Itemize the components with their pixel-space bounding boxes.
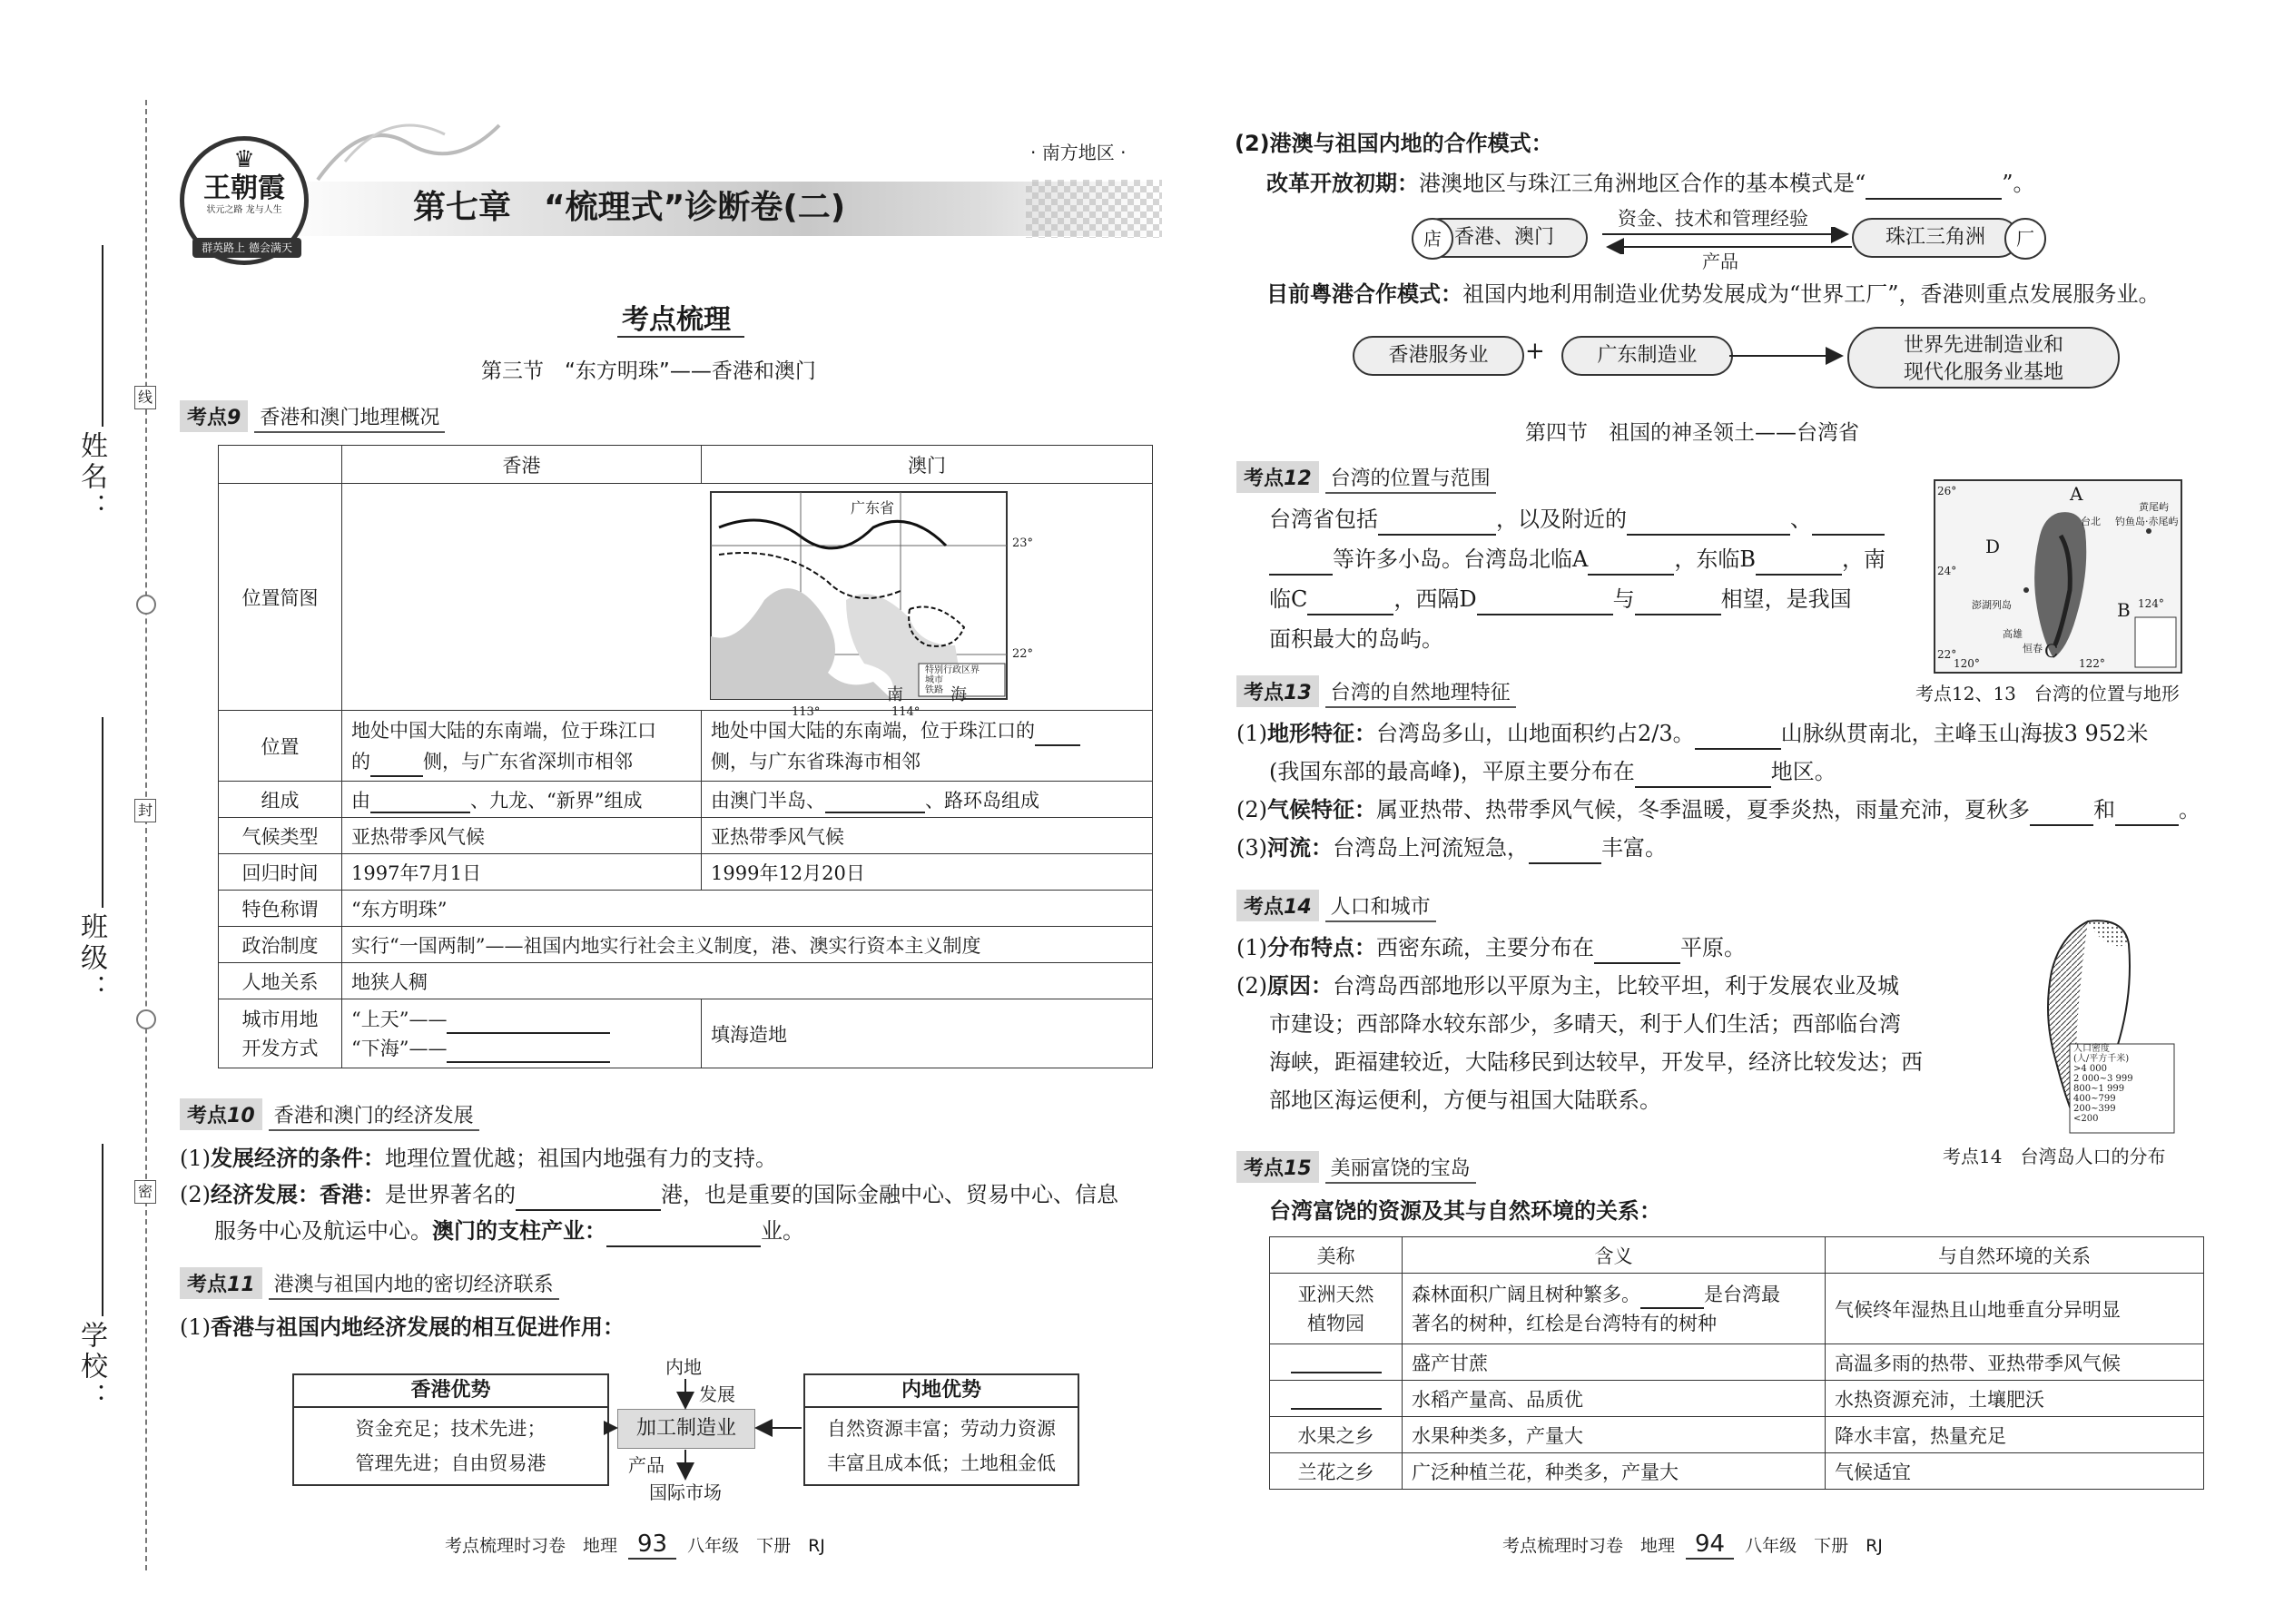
r2-nickname bbox=[1270, 1344, 1403, 1381]
map-lon-label: 114° bbox=[891, 705, 921, 719]
row-composition-label: 组成 bbox=[219, 782, 342, 818]
flow-label-develop: 发展 bbox=[699, 1383, 735, 1405]
footer-left: 考点梳理时习卷 地理 93 八年级 下册 RJ bbox=[445, 1530, 825, 1558]
macau-climate: 亚热带季风气候 bbox=[702, 818, 1153, 854]
row-politics-label: 政治制度 bbox=[219, 927, 342, 963]
answer-blank[interactable] bbox=[1035, 723, 1080, 745]
chapter-title: 第七章 “梳理式”诊断卷(二) bbox=[413, 189, 846, 226]
name-label: 姓名： bbox=[75, 431, 107, 524]
legend-item: >4 000 bbox=[2073, 1064, 2108, 1074]
r4-nickname: 水果之乡 bbox=[1270, 1417, 1403, 1453]
r3-nickname bbox=[1270, 1381, 1403, 1417]
col-meaning: 含义 bbox=[1403, 1237, 1826, 1274]
r2-relation: 高温多雨的热带、亚热带季风气候 bbox=[1826, 1344, 2204, 1381]
population-legend bbox=[2073, 1044, 2133, 1124]
map-lon: 124° bbox=[2138, 597, 2164, 610]
map-lat: 24° bbox=[1937, 565, 1957, 577]
legend-item: 400~799 bbox=[2073, 1094, 2116, 1104]
seal-mark: 封 bbox=[134, 799, 156, 822]
answer-blank[interactable] bbox=[2030, 801, 2093, 826]
binding-hole bbox=[136, 595, 156, 615]
map-place: 钓鱼岛·赤尾屿 bbox=[2115, 516, 2179, 527]
mainland-advantage-line: 丰富且成本低；土地租金低 bbox=[827, 1452, 1056, 1474]
col-hong-kong: 香港 bbox=[342, 446, 702, 484]
legend-item: 特别行政区界 bbox=[925, 665, 980, 675]
politics-value: 实行“一国两制”——祖国内地实行社会主义制度，港、澳实行资本主义制度 bbox=[342, 927, 1153, 963]
ribbon-decoration bbox=[309, 107, 508, 189]
kd12-title: 台湾的位置与范围 bbox=[1325, 468, 1496, 494]
kd-badge: 考点13 bbox=[1236, 675, 1319, 707]
region-tag: · 南方地区 · bbox=[1030, 142, 1127, 163]
logo-ribbon: 群英路上 德会满天 bbox=[192, 238, 301, 258]
r1-nickname: 亚洲天然 植物园 bbox=[1270, 1274, 1403, 1344]
hk-advantage-line: 管理先进；自由贸易港 bbox=[355, 1452, 546, 1474]
kd10-line-3: 服务中心及航运中心。澳门的支柱产业： 业。 bbox=[214, 1215, 804, 1247]
binding-dashed-line bbox=[145, 100, 147, 1570]
kd14-line-5: 部地区海运便利，方便与祖国大陆联系。 bbox=[1269, 1088, 1661, 1113]
kd12-line-4: 面积最大的岛屿。 bbox=[1269, 626, 1443, 652]
answer-blank[interactable] bbox=[1635, 763, 1771, 788]
legend-unit: (人/平方千米) bbox=[2073, 1054, 2130, 1064]
hk-advantage-title: 香港优势 bbox=[294, 1375, 607, 1408]
logo-subtext: 状元之路 龙与人生 bbox=[206, 205, 282, 215]
prd-pill: 珠江三角洲 bbox=[1852, 218, 2019, 258]
map14-caption: 考点14 台湾岛人口的分布 bbox=[1943, 1146, 2166, 1167]
kd14-line-1: (1)分布特点：西密东疏，主要分布在 平原。 bbox=[1236, 931, 1746, 964]
answer-blank[interactable] bbox=[1812, 510, 1885, 536]
flow-label-product: 产品 bbox=[628, 1454, 665, 1476]
answer-blank[interactable] bbox=[370, 790, 470, 812]
map-lat: 22° bbox=[1937, 648, 1957, 661]
col-macau: 澳门 bbox=[702, 446, 1153, 484]
map-province-label: 广东省 bbox=[851, 499, 895, 517]
map-letter-b: B bbox=[2117, 599, 2131, 621]
legend-item: 铁路 bbox=[925, 685, 943, 695]
kd12-line-1: 台湾省包括 ，以及附近的 、 bbox=[1269, 503, 1885, 536]
page-number: 93 bbox=[628, 1530, 676, 1560]
answer-blank[interactable] bbox=[1291, 1351, 1382, 1373]
seal-mark: 密 bbox=[134, 1180, 156, 1204]
hk-climate: 亚热带季风气候 bbox=[342, 818, 702, 854]
r3-relation: 水热资源充沛，土壤肥沃 bbox=[1826, 1381, 2204, 1417]
col-nickname: 美称 bbox=[1270, 1237, 1403, 1274]
answer-blank[interactable] bbox=[606, 1222, 761, 1247]
answer-blank[interactable] bbox=[1640, 1285, 1704, 1308]
row-nickname-label: 特色称谓 bbox=[219, 891, 342, 927]
map-letter-d: D bbox=[1985, 536, 2001, 557]
answer-blank[interactable] bbox=[1378, 510, 1496, 536]
class-label: 班级： bbox=[75, 912, 107, 1005]
gd-manufacturing-pill: 广东制造业 bbox=[1561, 336, 1733, 376]
factory-icon: 厂 bbox=[2004, 218, 2046, 260]
flow-arrows bbox=[604, 1366, 808, 1502]
answer-blank[interactable] bbox=[370, 753, 423, 776]
macau-position: 地处中国大陆的东南端，位于珠江口的 侧，与广东省珠海市相邻 bbox=[702, 711, 1153, 782]
binding-hole bbox=[136, 1009, 156, 1029]
hk-land-use: “上天”—— “下海”—— bbox=[342, 999, 702, 1068]
kd15-intro: 台湾富饶的资源及其与自然环境的关系： bbox=[1269, 1198, 1661, 1224]
kd11-header bbox=[180, 1267, 559, 1299]
row-climate-label: 气候类型 bbox=[219, 818, 342, 854]
kd11-line-2: (2)港澳与祖国内地的合作模式： bbox=[1235, 131, 1553, 156]
flow-label-mainland: 内地 bbox=[665, 1356, 702, 1378]
hk-macau-pill: 香港、澳门 bbox=[1421, 218, 1588, 258]
col-relation: 与自然环境的关系 bbox=[1826, 1237, 2204, 1274]
answer-blank[interactable] bbox=[1695, 724, 1781, 750]
answer-blank[interactable] bbox=[1594, 939, 1680, 964]
hk-advantage-line: 资金充足；技术先进； bbox=[355, 1418, 546, 1440]
map-lon: 120° bbox=[1954, 657, 1980, 670]
hk-return-date: 1997年7月1日 bbox=[342, 854, 702, 891]
crown-icon: ♛ bbox=[233, 146, 255, 173]
macau-land-use: 填海造地 bbox=[702, 999, 1153, 1068]
r5-meaning: 广泛种植兰花，种类多，产量大 bbox=[1403, 1453, 1826, 1490]
answer-blank[interactable] bbox=[1477, 590, 1613, 615]
taiwan-location-map bbox=[1934, 479, 2182, 674]
map-sea-label: 南 bbox=[887, 685, 903, 704]
flow-product-label: 产品 bbox=[1702, 251, 1738, 272]
answer-blank[interactable] bbox=[1307, 590, 1393, 615]
legend-item: 200~399 bbox=[2073, 1104, 2116, 1114]
processing-industry-box: 加工制造业 bbox=[617, 1409, 755, 1449]
taiwan-resources-table bbox=[1269, 1236, 2204, 1490]
footer-right: 考点梳理时习卷 地理 94 八年级 下册 RJ bbox=[1502, 1530, 1883, 1558]
kd11-line-1: (1)香港与祖国内地经济发展的相互促进作用： bbox=[180, 1314, 625, 1340]
kd14-title: 人口和城市 bbox=[1325, 896, 1436, 922]
kd13-header bbox=[1236, 675, 1516, 707]
r3-meaning: 水稻产量高、品质优 bbox=[1403, 1381, 1826, 1417]
kd11-title: 港澳与祖国内地的密切经济联系 bbox=[269, 1274, 559, 1300]
mainland-advantage-line: 自然资源丰富；劳动力资源 bbox=[827, 1418, 1056, 1440]
map-lat-label: 22° bbox=[1012, 647, 1034, 661]
kd-badge: 考点15 bbox=[1236, 1151, 1319, 1183]
kd12-line-3: 临C ，西隔D 与 相望，是我国 bbox=[1269, 583, 1852, 615]
section-3-title: 第三节 “东方明珠”——香港和澳门 bbox=[481, 359, 816, 383]
row-land-use-label: 城市用地 开发方式 bbox=[219, 999, 342, 1068]
kd12-line-2: 等许多小岛。台湾岛北临A ，东临B ，南 bbox=[1269, 543, 1885, 576]
kd13-line-2: (我国东部的最高峰)，平原主要分布在 地区。 bbox=[1269, 755, 1836, 788]
flow-capital-label: 资金、技术和管理经验 bbox=[1618, 208, 1808, 230]
answer-blank[interactable] bbox=[447, 1039, 610, 1062]
hk-service-pill: 香港服务业 bbox=[1353, 336, 1524, 376]
kd11-line-3: 改革开放初期：港澳地区与珠江三角洲地区合作的基本模式是“ ”。 bbox=[1266, 167, 2035, 200]
flow-label-market: 国际市场 bbox=[649, 1481, 722, 1503]
hk-composition: 由 、九龙、“新界”组成 bbox=[342, 782, 702, 818]
hk-macau-table bbox=[218, 445, 1153, 1068]
nickname-value: “东方明珠” bbox=[342, 891, 1153, 927]
model2-arrow bbox=[1729, 347, 1847, 365]
answer-blank[interactable] bbox=[1635, 590, 1721, 615]
kd-badge: 考点10 bbox=[180, 1098, 262, 1130]
people-land-value: 地狭人稠 bbox=[342, 963, 1153, 999]
r5-nickname: 兰花之乡 bbox=[1270, 1453, 1403, 1490]
section-heading: 考点梳理 bbox=[622, 304, 731, 336]
map-lon-label: 113° bbox=[792, 705, 821, 719]
kd14-line-2: (2)原因：台湾岛西部地形以平原为主，比较平坦，利于发展农业及城 bbox=[1236, 973, 1899, 999]
kd13-title: 台湾的自然地理特征 bbox=[1325, 682, 1516, 708]
row-people-land-label: 人地关系 bbox=[219, 963, 342, 999]
map-letter-a: A bbox=[2070, 483, 2083, 505]
legend-title: 人口密度 bbox=[2073, 1044, 2110, 1054]
map-place: 高雄 bbox=[2003, 628, 2023, 640]
r1-relation: 气候终年湿热且山地垂直分异明显 bbox=[1826, 1274, 2204, 1344]
legend-item: 城市 bbox=[925, 675, 943, 685]
seal-mark: 线 bbox=[134, 386, 156, 409]
kd10-header bbox=[180, 1098, 479, 1130]
map-lat-label: 23° bbox=[1012, 536, 1034, 550]
kd-badge: 考点12 bbox=[1236, 461, 1319, 493]
kd15-header bbox=[1236, 1151, 1476, 1183]
answer-blank[interactable] bbox=[2115, 801, 2179, 826]
kd15-title: 美丽富饶的宝岛 bbox=[1325, 1157, 1476, 1184]
kd11-line-4: 目前粤港合作模式：祖国内地利用制造业优势发展成为“世界工厂”，香港则重点发展服务业。 bbox=[1266, 281, 2161, 307]
answer-blank[interactable] bbox=[1756, 550, 1842, 576]
kd12-header bbox=[1236, 461, 1496, 493]
row-position-label: 位置 bbox=[219, 711, 342, 782]
answer-blank[interactable] bbox=[1529, 839, 1601, 864]
page-number: 94 bbox=[1686, 1530, 1734, 1560]
answer-blank[interactable] bbox=[1627, 510, 1790, 536]
legend-item: <200 bbox=[2073, 1114, 2099, 1124]
macau-return-date: 1999年12月20日 bbox=[702, 854, 1153, 891]
mainland-advantage-title: 内地优势 bbox=[805, 1375, 1078, 1408]
kd13-line-1: (1)地形特征：台湾岛多山，山地面积约占2/3。 山脉纵贯南北，主峰玉山海拔3 952米 bbox=[1236, 717, 2148, 750]
mainland-advantage-box bbox=[803, 1373, 1079, 1486]
kd-badge: 考点11 bbox=[180, 1267, 262, 1299]
school-line bbox=[102, 1144, 103, 1316]
kd14-line-3: 市建设；西部降水较东部少，多晴天，利于人们生活；西部临台湾 bbox=[1269, 1011, 1901, 1037]
map-lat: 26° bbox=[1937, 485, 1957, 497]
model1-arrows bbox=[1602, 227, 1856, 254]
kd9-header bbox=[180, 400, 445, 432]
map-legend bbox=[925, 665, 980, 695]
kd9-title: 香港和澳门地理概况 bbox=[254, 407, 445, 433]
map-lon: 122° bbox=[2079, 657, 2105, 670]
school-label: 学校： bbox=[75, 1321, 107, 1413]
banner-pattern bbox=[1026, 180, 1162, 238]
map-place: 澎湖列岛 bbox=[1972, 599, 2012, 611]
r4-meaning: 水果种类多，产量大 bbox=[1403, 1417, 1826, 1453]
kd-badge: 考点14 bbox=[1236, 890, 1319, 921]
name-line bbox=[102, 245, 103, 427]
r2-meaning: 盛产甘蔗 bbox=[1403, 1344, 1826, 1381]
kd10-title: 香港和澳门的经济发展 bbox=[269, 1105, 479, 1131]
kd14-line-4: 海峡，距福建较近，大陆移民到达较早，开发早，经济比较发达；西 bbox=[1269, 1049, 1923, 1075]
answer-blank[interactable] bbox=[1269, 550, 1333, 576]
r1-meaning: 森林面积广阔且树种繁多。 是台湾最 著名的树种，红桧是台湾特有的树种 bbox=[1403, 1274, 1826, 1344]
hk-position: 地处中国大陆的东南端，位于珠江口 的 侧，与广东省深圳市相邻 bbox=[342, 711, 702, 782]
answer-blank[interactable] bbox=[825, 790, 925, 812]
store-icon: 店 bbox=[1412, 218, 1453, 260]
map-place: 恒春 bbox=[2023, 643, 2043, 655]
heading-underline bbox=[617, 336, 744, 338]
r4-relation: 降水丰富，热量充足 bbox=[1826, 1417, 2204, 1453]
kd-badge: 考点9 bbox=[180, 400, 248, 432]
hk-advantage-box bbox=[292, 1373, 609, 1486]
map-place: 台北 bbox=[2081, 516, 2101, 527]
map-sea-label: 海 bbox=[950, 685, 967, 704]
map-letter-c: C bbox=[2044, 640, 2059, 662]
kd14-header bbox=[1236, 890, 1436, 921]
legend-item: 800~1 999 bbox=[2073, 1084, 2125, 1094]
base-pill: 世界先进制造业和 现代化服务业基地 bbox=[1847, 327, 2120, 389]
answer-blank[interactable] bbox=[447, 1010, 610, 1033]
row-map-label: 位置简图 bbox=[219, 484, 342, 711]
class-line bbox=[102, 717, 103, 908]
legend-item: 2 000~3 999 bbox=[2073, 1074, 2133, 1084]
answer-blank[interactable] bbox=[1291, 1387, 1382, 1410]
answer-blank[interactable] bbox=[516, 1186, 661, 1211]
kd13-line-4: (3)河流：台湾岛上河流短急， 丰富。 bbox=[1236, 832, 1667, 864]
kd13-line-3: (2)气候特征：属亚热带、热带季风气候，冬季温暖，夏季炎热，雨量充沛，夏秋多 和 。 bbox=[1236, 793, 2200, 826]
answer-blank[interactable] bbox=[1866, 174, 2002, 200]
logo-name: 王朝霞 bbox=[203, 172, 285, 204]
macau-composition: 由澳门半岛、 、路环岛组成 bbox=[702, 782, 1153, 818]
kd10-line-2: (2)经济发展：香港：是世界著名的 港，也是重要的国际金融中心、贸易中心、信息 bbox=[180, 1178, 1118, 1211]
location-map-cell bbox=[342, 484, 1153, 719]
map12-caption: 考点12、13 台湾的位置与地形 bbox=[1915, 683, 2180, 704]
map-place: 黄尾屿 bbox=[2139, 501, 2169, 513]
section-4-title: 第四节 祖国的神圣领土——台湾省 bbox=[1525, 421, 1859, 445]
plus-sign: + bbox=[1525, 338, 1545, 365]
answer-blank[interactable] bbox=[1588, 550, 1674, 576]
r5-relation: 气候适宜 bbox=[1826, 1453, 2204, 1490]
kd10-line-1: (1)发展经济的条件：地理位置优越；祖国内地强有力的支持。 bbox=[180, 1146, 777, 1171]
row-return-label: 回归时间 bbox=[219, 854, 342, 891]
